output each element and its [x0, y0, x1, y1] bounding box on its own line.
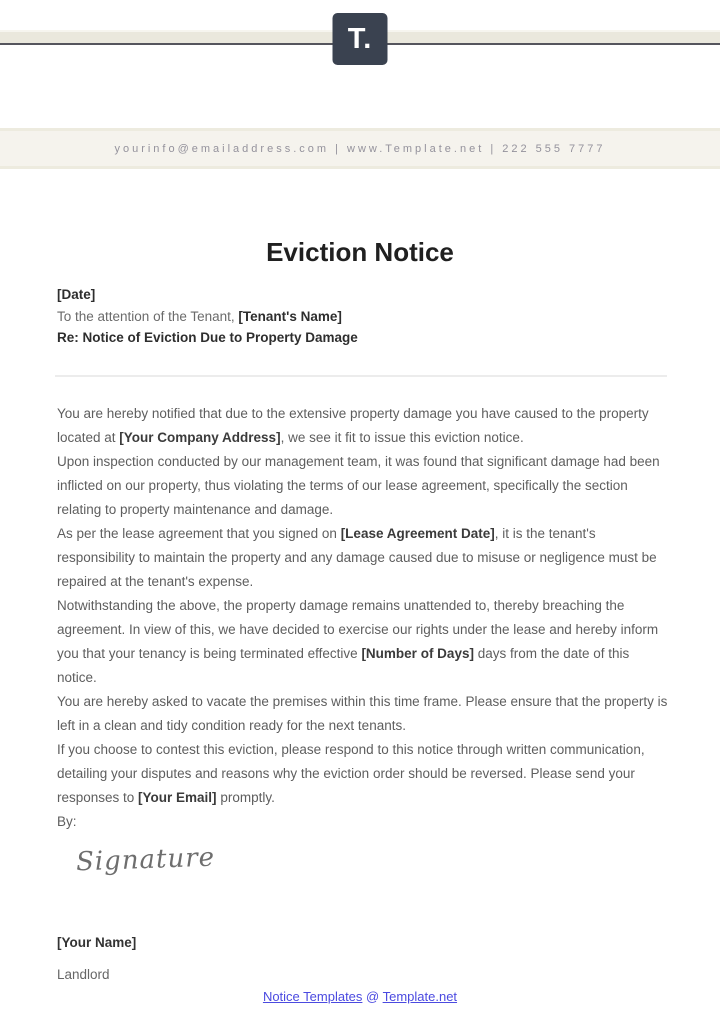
text-segment: , we see it fit to issue this eviction notice. — [280, 430, 524, 445]
letter-body — [57, 402, 669, 834]
text-segment: To the attention of the Tenant, — [57, 308, 239, 324]
page-title: Eviction Notice — [266, 237, 454, 267]
meta-line — [57, 306, 663, 328]
text-segment: days from the date of this notice. — [57, 646, 630, 685]
text-segment: You are hereby asked to vacate the premises within this time frame. Please ensure that the property is left in a clean and tidy condition ready for the next tenants. — [57, 694, 668, 733]
meta-line — [57, 327, 663, 349]
body-paragraph — [57, 594, 669, 690]
signer-name: [Your Name] — [57, 935, 137, 950]
contact-strip — [0, 128, 720, 169]
footer-links — [0, 989, 720, 1004]
body-paragraph — [57, 522, 669, 594]
text-segment: , it is the tenant's responsibility to maintain the property and any damage caused due to misuse or negligence must be repaired at the tenant's expense. — [57, 526, 657, 589]
signer-title: Landlord — [57, 967, 110, 982]
footer-separator: @ — [362, 989, 383, 1004]
body-paragraph — [57, 810, 669, 834]
logo-text: T. — [347, 22, 373, 55]
template-logo — [333, 13, 388, 65]
text-segment: If you choose to contest this eviction, please respond to this notice through written communication, detailing your disputes and reasons why the eviction order should be reversed. Please send your responses to — [57, 742, 645, 805]
contact-info: yourinfo@emailaddress.com | www.Template.net | 222 555 7777 — [114, 142, 606, 155]
text-segment: Notwithstanding the above, the property damage remains unattended to, thereby breaching the agreement. In view of this, we have decided to exercise our rights under the lease and hereby inform you that your tenancy is being terminated effective — [57, 598, 659, 661]
placeholder-field: [Your Email] — [138, 790, 217, 805]
text-segment: By: — [57, 814, 77, 829]
placeholder-field: [Tenant's Name] — [238, 308, 342, 324]
text-segment: As per the lease agreement that you signed on — [57, 526, 341, 541]
meta-line — [57, 284, 663, 306]
body-paragraph — [57, 690, 669, 738]
placeholder-field: [Your Company Address] — [119, 430, 281, 445]
body-paragraph — [57, 450, 669, 522]
body-paragraph — [57, 402, 669, 450]
placeholder-field: [Date] — [57, 287, 96, 302]
notice-templates-link[interactable]: Notice Templates — [262, 989, 363, 1004]
section-divider — [55, 375, 667, 377]
placeholder-field: Re: Notice of Eviction Due to Property Damage — [57, 330, 358, 345]
text-segment: promptly. — [216, 790, 275, 805]
letter-meta — [57, 284, 663, 349]
placeholder-field: [Number of Days] — [361, 646, 474, 661]
text-segment: You are hereby notified that due to the extensive property damage you have caused to the property located at — [57, 406, 649, 445]
placeholder-field: [Lease Agreement Date] — [340, 526, 495, 541]
text-segment: Upon inspection conducted by our management team, it was found that significant damage had been inflicted on our property, thus violating the terms of our lease agreement, specifically the section relating to property maintenance and damage. — [57, 454, 660, 517]
template-net-link[interactable]: Template.net — [382, 989, 458, 1004]
signature-script: Signature — [75, 842, 216, 878]
body-paragraph — [57, 738, 669, 810]
